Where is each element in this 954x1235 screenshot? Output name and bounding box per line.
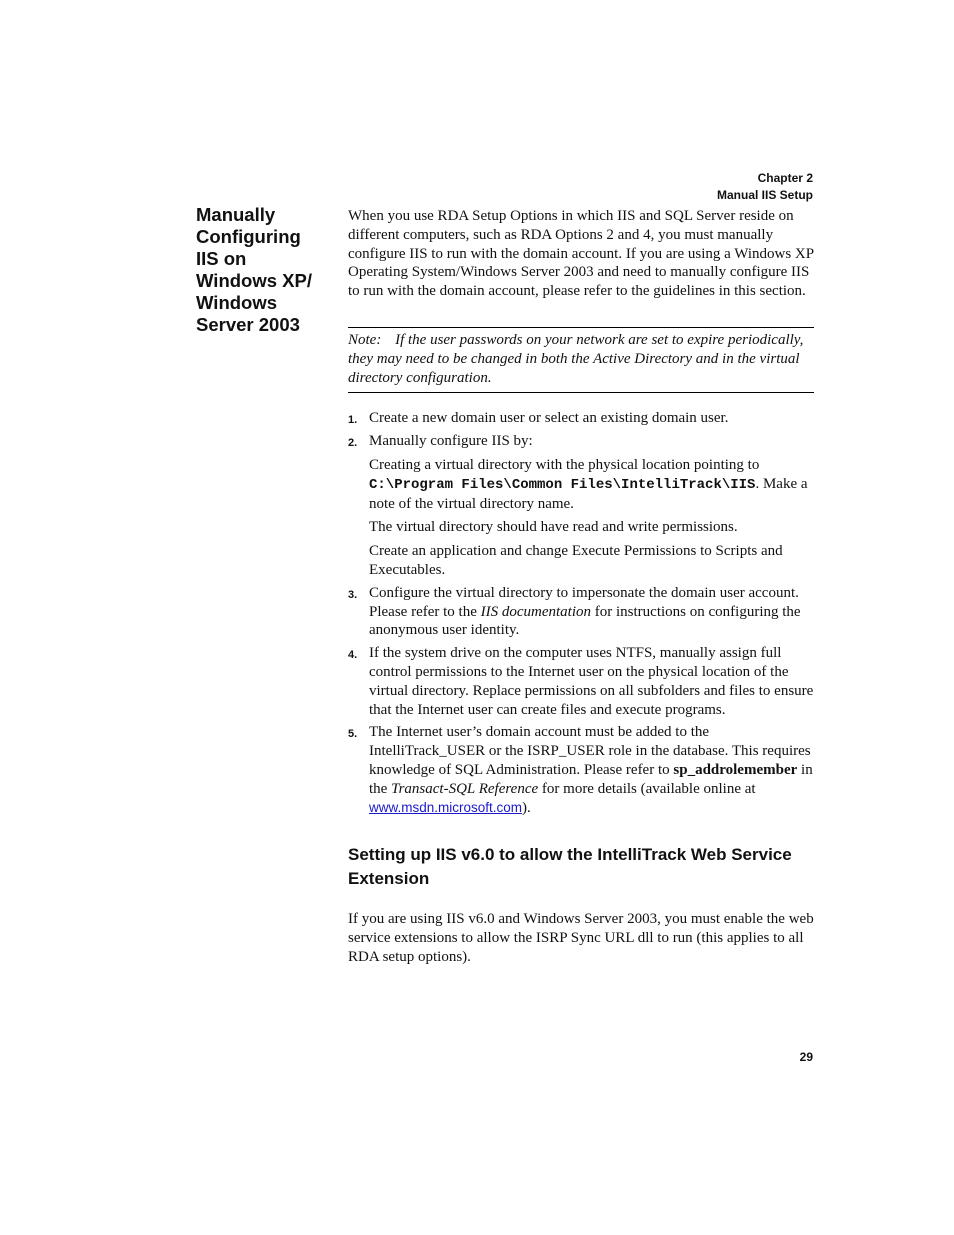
page-number: 29 — [799, 1050, 813, 1064]
step-text: for more details (available online at — [541, 780, 756, 797]
install-path: C:\Program Files\Common Files\IntelliTrack\IIS — [369, 476, 756, 493]
msdn-link[interactable]: www.msdn.microsoft.com — [369, 799, 523, 815]
step-number: 1. — [348, 414, 358, 427]
substep: Create an application and change Execute Permissions to Scripts and Executables. — [369, 543, 783, 578]
substep: The virtual directory should have read and write permissions. — [369, 519, 738, 536]
list-item — [348, 432, 814, 580]
running-header — [717, 170, 813, 204]
step-number: 5. — [348, 728, 358, 741]
step-number: 3. — [348, 588, 358, 601]
substep-text: . Make a note of the virtual directory name. — [369, 475, 808, 512]
list-item — [348, 644, 814, 719]
step-number: 4. — [348, 649, 358, 662]
step-text: If the system drive on the computer uses NTFS, manually assign full control permissions to the Internet user on the physical location of the virtual directory. Replace permissions on all subfolders and files to ensure that the Internet user can create files and execute programs. — [369, 645, 814, 718]
step-text: for instructions on configuring the anonymous user identity. — [369, 603, 801, 639]
chapter-label: Chapter 2 — [757, 171, 813, 185]
step-text: Configure the virtual directory to impersonate the domain user account. Please refer to the — [369, 584, 799, 620]
list-item — [348, 409, 814, 428]
note-box — [348, 327, 814, 393]
intro-paragraph: When you use RDA Setup Options in which IIS and SQL Server reside on different computers, such as RDA Options 2 and 4, you must manually configure IIS to run with the domain account. If you are using a Windows XP Operating System/Windows Server 2003 and need to manually configure IIS to run with the domain account, please refer to the guidelines in this section. — [348, 208, 814, 300]
step-text: Create a new domain user or select an existing domain user. — [369, 410, 729, 427]
list-item — [348, 723, 814, 817]
substep-text: Creating a virtual directory with the physical location pointing to — [369, 456, 760, 473]
step-number: 2. — [348, 437, 358, 450]
section-heading: Setting up IIS v6.0 to allow the IntelliTrack Web Service Extension — [348, 845, 792, 889]
stored-procedure-name: sp_addrolemember — [673, 761, 798, 778]
section-paragraph: If you are using IIS v6.0 and Windows Server 2003, you must enable the web service extensions to allow the ISRP Sync URL dll to run (this applies to all RDA setup options). — [348, 911, 814, 965]
chapter-title: Manual IIS Setup — [716, 188, 813, 202]
side-heading: Manually Configuring IIS on Windows XP/ Windows Server 2003 — [196, 204, 312, 335]
steps-list — [348, 409, 814, 817]
doc-reference: IIS documentation — [480, 603, 592, 620]
note-text: If the user passwords on your network are set to expire periodically, they may need to be changed in both the Active Directory and in the virtual directory configuration. — [348, 331, 804, 386]
step-text: ). — [522, 799, 531, 816]
doc-reference: Transact-SQL Reference — [391, 780, 539, 797]
step-text: Manually configure IIS by: — [369, 433, 533, 450]
list-item — [348, 584, 814, 640]
step-text: The Internet user’s domain account must be added to the IntelliTrack_USER or the ISRP_USER role in the database. This requires knowledge of SQL Administration. Please refer to — [369, 724, 811, 778]
main-content — [348, 207, 814, 967]
step-text: in the — [369, 761, 813, 797]
substep — [369, 456, 814, 513]
note-label: Note: — [348, 331, 382, 348]
